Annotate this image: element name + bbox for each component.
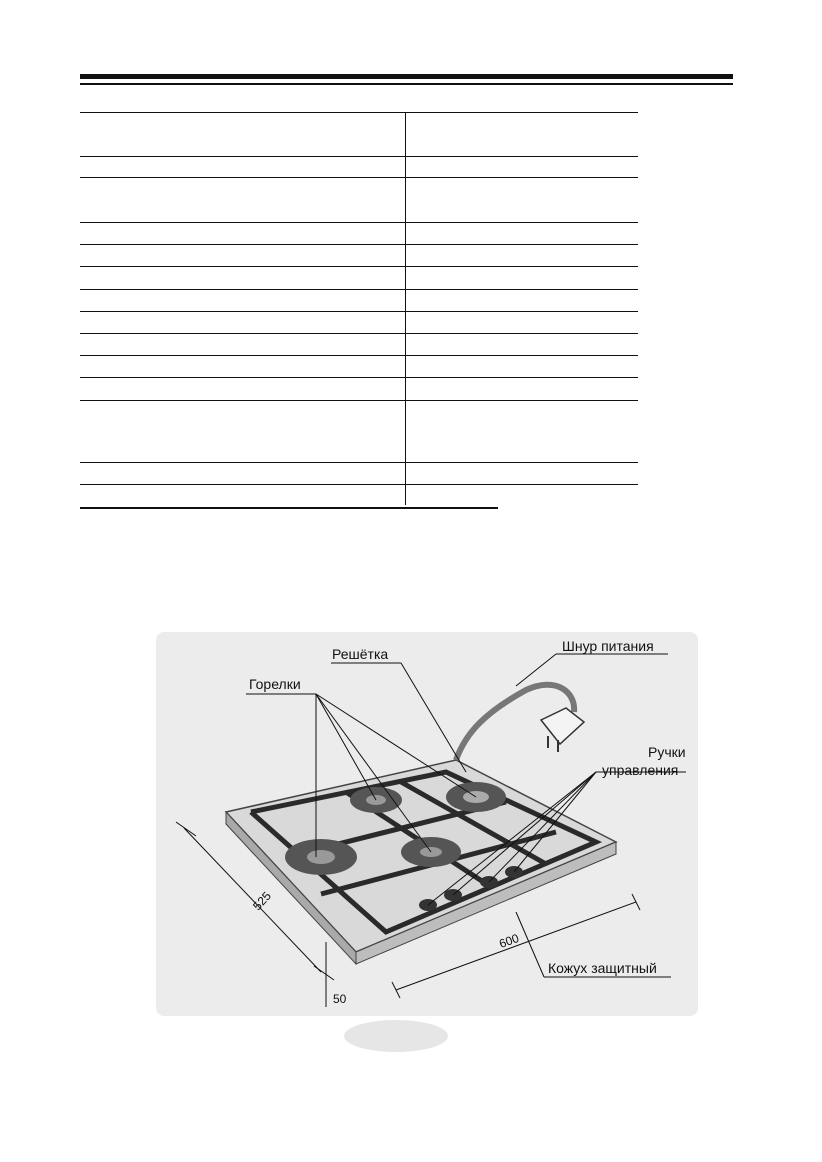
label-shield: Кожух защитный — [548, 960, 657, 976]
table-cell-parameter — [80, 312, 406, 334]
table-row — [80, 113, 638, 157]
table-cell-value — [406, 267, 639, 290]
table-cell-parameter — [80, 113, 406, 157]
header-rule-thin — [80, 83, 733, 85]
label-knobs-line1: Ручки — [648, 744, 686, 760]
table-row — [80, 378, 638, 401]
header-rule-thick — [80, 74, 733, 79]
table-row — [80, 267, 638, 290]
table-cell-parameter — [80, 463, 406, 485]
table-cell-parameter — [80, 223, 406, 245]
table-cell-parameter — [80, 178, 406, 223]
table-cell-parameter — [80, 485, 406, 506]
label-burners: Горелки — [249, 676, 301, 692]
specification-table — [80, 112, 638, 505]
table-cell-value — [406, 334, 639, 356]
table-row — [80, 290, 638, 312]
table-cell-value — [406, 401, 639, 463]
label-grate: Решётка — [332, 646, 389, 662]
cord-leader — [516, 654, 668, 686]
table-row — [80, 485, 638, 506]
table-cell-value — [406, 463, 639, 485]
table-cell-value — [406, 378, 639, 401]
table-cell-value — [406, 485, 639, 506]
table-cell-parameter — [80, 290, 406, 312]
dim-depth: 525 — [250, 888, 274, 914]
table-row — [80, 356, 638, 378]
table-cell-value — [406, 356, 639, 378]
table-cell-parameter — [80, 245, 406, 267]
table-cell-value — [406, 223, 639, 245]
table-row — [80, 401, 638, 463]
table-cell-value — [406, 312, 639, 334]
table-cell-value — [406, 290, 639, 312]
table-row — [80, 334, 638, 356]
table-row — [80, 178, 638, 223]
hob-illustration — [156, 632, 698, 1016]
label-knobs-line2: управления — [602, 762, 679, 778]
hob-diagram — [156, 632, 698, 1016]
table-row — [80, 245, 638, 267]
table-cell-value — [406, 245, 639, 267]
table-row — [80, 223, 638, 245]
dim-height: 50 — [333, 992, 347, 1006]
table-row — [80, 157, 638, 178]
dim-width: 600 — [497, 930, 521, 952]
table-cell-value — [406, 113, 639, 157]
table-cell-parameter — [80, 401, 406, 463]
table-cell-parameter — [80, 378, 406, 401]
table-cell-parameter — [80, 334, 406, 356]
table-cell-value — [406, 157, 639, 178]
table-cell-parameter — [80, 356, 406, 378]
table-row — [80, 312, 638, 334]
table-cell-value — [406, 178, 639, 223]
table-cell-parameter — [80, 157, 406, 178]
table-cell-parameter — [80, 267, 406, 290]
table-underline — [80, 507, 498, 509]
table-row — [80, 463, 638, 485]
plug — [541, 708, 584, 752]
label-power-cord: Шнур питания — [562, 638, 654, 654]
page-number-badge — [344, 1020, 448, 1052]
